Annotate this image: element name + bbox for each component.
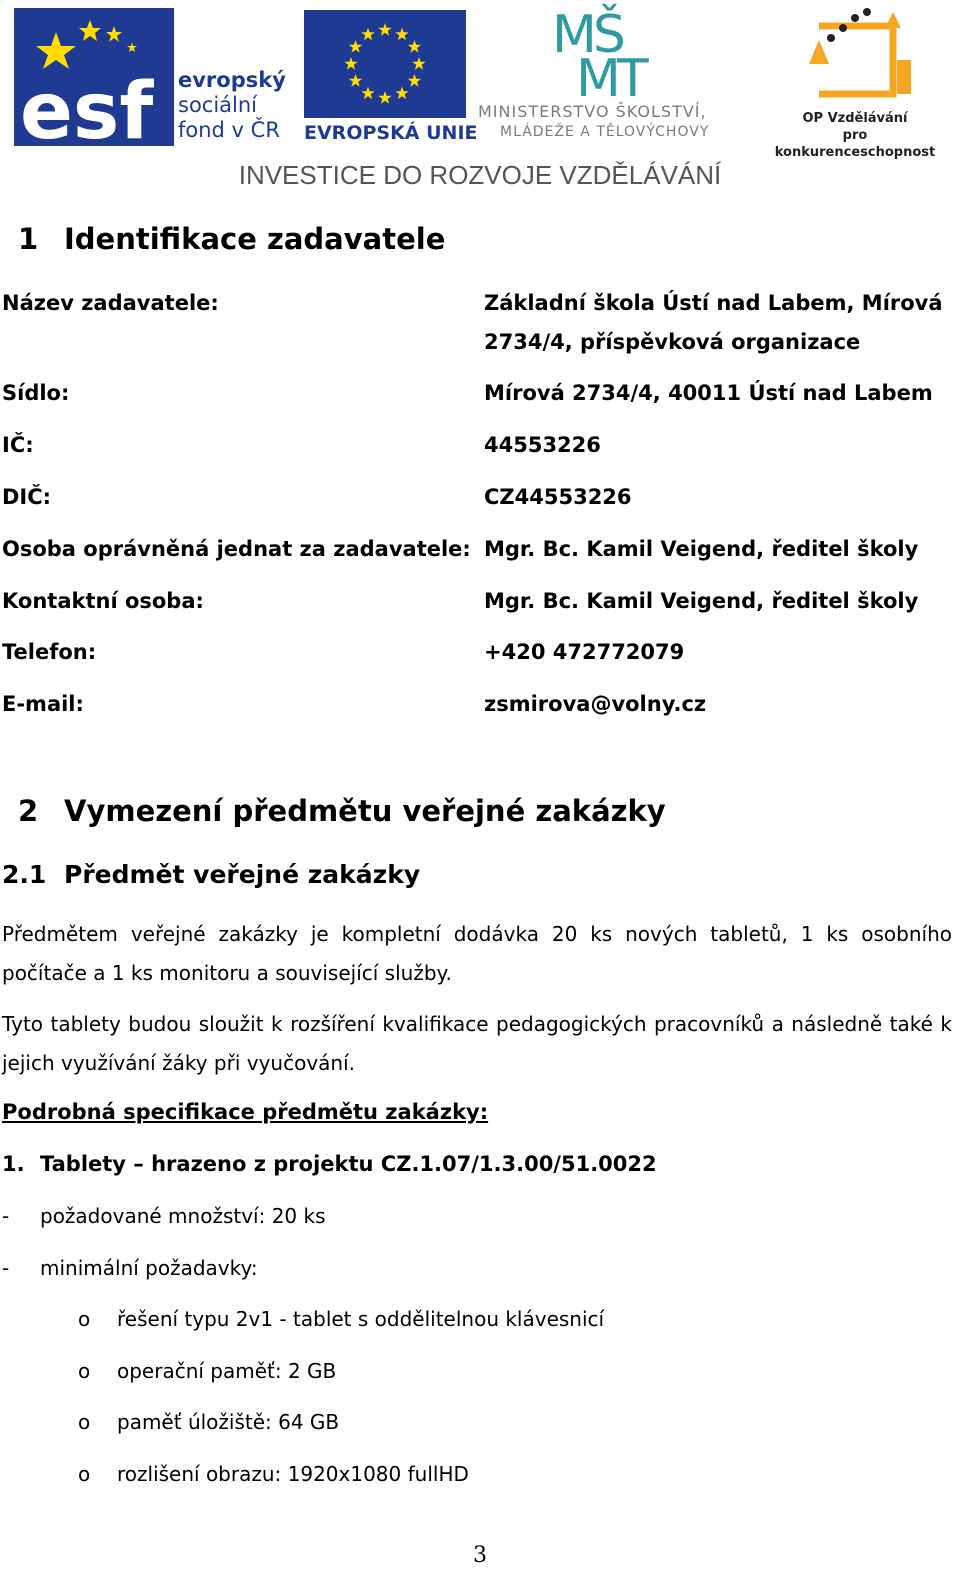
dash-bullet: - <box>2 1204 10 1228</box>
dash-item-text: minimální požadavky: <box>40 1256 258 1280</box>
row-label: IČ: <box>2 433 34 457</box>
section-1-number: 1 <box>18 222 39 256</box>
circle-bullet: o <box>78 1307 91 1331</box>
circle-bullet: o <box>78 1410 91 1434</box>
esf-mark-icon <box>14 8 174 157</box>
eu-flag-icon <box>304 10 466 118</box>
row-value: Mírová 2734/4, 40011 Ústí nad Labem <box>484 381 933 405</box>
tagline-text: INVESTICE DO ROZVOJE VZDĚLÁVÁNÍ <box>238 160 722 190</box>
row-value: Mgr. Bc. Kamil Veigend, ředitel školy <box>484 537 919 561</box>
item-number: 1. <box>2 1152 25 1176</box>
svg-text:MT: MT <box>576 49 645 109</box>
section-1-heading <box>18 222 445 256</box>
dash-item-text: požadované množství: 20 ks <box>40 1204 326 1228</box>
esf-line-1: evropský <box>178 68 286 92</box>
row-label: Sídlo: <box>2 381 70 405</box>
row-label: Kontaktní osoba: <box>2 589 204 613</box>
dash-item-quantity <box>2 1204 326 1228</box>
requirement-item <box>78 1410 339 1434</box>
esf-line-3: fond v ČR <box>178 118 280 142</box>
esf-logo <box>14 8 289 157</box>
requirement-item <box>78 1462 469 1486</box>
msmt-mark-icon <box>546 5 686 109</box>
item-title: Tablety – hrazeno z projektu CZ.1.07/1.3.00/51.0022 <box>40 1152 657 1176</box>
investment-tagline <box>0 160 960 191</box>
row-value: 44553226 <box>484 433 601 457</box>
row-label: Osoba oprávněná jednat za zadavatele: <box>2 537 471 561</box>
esf-wordmark <box>178 68 286 143</box>
dash-item-requirements <box>2 1256 258 1280</box>
eu-text: EVROPSKÁ UNIE <box>304 122 478 144</box>
paragraph-subject: Předmětem veřejné zakázky je kompletní dodávka 20 ks nových tabletů, 1 ks osobního počítače a 1 ks monitoru a související služby. <box>2 922 952 985</box>
section-1-title: Identifikace zadavatele <box>64 222 446 256</box>
section-2-title: Vymezení předmětu veřejné zakázky <box>64 794 666 828</box>
op-line-1: OP Vzdělávání <box>802 111 908 126</box>
dash-bullet: - <box>2 1256 10 1280</box>
row-value: Základní škola Ústí nad Labem, Mírová 2734/4, příspěvková organizace <box>484 291 943 354</box>
row-label: DIČ: <box>2 485 52 509</box>
msmt-line-2: MLÁDEŽE A TĚLOVÝCHOVY <box>500 124 710 140</box>
circle-bullet: o <box>78 1462 91 1486</box>
requirement-item <box>78 1307 604 1331</box>
row-value: CZ44553226 <box>484 485 632 509</box>
msmt-logo <box>478 6 758 146</box>
op-wordmark <box>765 110 945 161</box>
svg-text:esf: esf <box>20 67 154 157</box>
page-number: 3 <box>473 1543 487 1568</box>
section-2-heading <box>18 794 666 828</box>
paragraph-purpose: Tyto tablety budou sloužit k rozšíření kvalifikace pedagogických pracovníků a následně také k jejich využívání žáky při vyučování. <box>2 1012 952 1075</box>
esf-line-2: sociální <box>178 93 258 117</box>
subsection-number: 2.1 <box>2 860 47 889</box>
requirement-text: řešení typu 2v1 - tablet s oddělitelnou klávesnicí <box>117 1307 605 1331</box>
logo-header <box>0 0 960 200</box>
row-label: Název zadavatele: <box>2 291 219 315</box>
requirement-text: operační paměť: 2 GB <box>117 1359 337 1383</box>
op-logo <box>765 6 945 160</box>
row-label: Telefon: <box>2 640 97 664</box>
requirement-text: rozlišení obrazu: 1920x1080 fullHD <box>117 1462 469 1486</box>
item-1-heading <box>2 1152 657 1176</box>
specification-heading: Podrobná specifikace předmětu zakázky: <box>2 1100 489 1124</box>
row-value: zsmirova@volny.cz <box>484 692 707 716</box>
requirement-item <box>78 1359 336 1383</box>
subsection-2-1-heading <box>2 860 420 889</box>
circle-bullet: o <box>78 1359 91 1383</box>
row-value: Mgr. Bc. Kamil Veigend, ředitel školy <box>484 589 919 613</box>
row-label: E-mail: <box>2 692 84 716</box>
svg-text:2007-13: 2007-13 <box>912 49 921 83</box>
msmt-wordmark <box>478 102 758 142</box>
msmt-line-1: MINISTERSTVO ŠKOLSTVÍ, <box>478 102 707 121</box>
eu-logo <box>304 10 478 146</box>
svg-text:MŠ: MŠ <box>552 5 622 65</box>
op-line-2: pro konkurenceschopnost <box>774 128 936 160</box>
row-value: +420 472772079 <box>484 640 685 664</box>
requirement-text: paměť úložiště: 64 GB <box>117 1410 340 1434</box>
section-2-number: 2 <box>18 794 39 828</box>
op-mark-icon <box>801 6 921 106</box>
subsection-title: Předmět veřejné zakázky <box>64 860 421 889</box>
